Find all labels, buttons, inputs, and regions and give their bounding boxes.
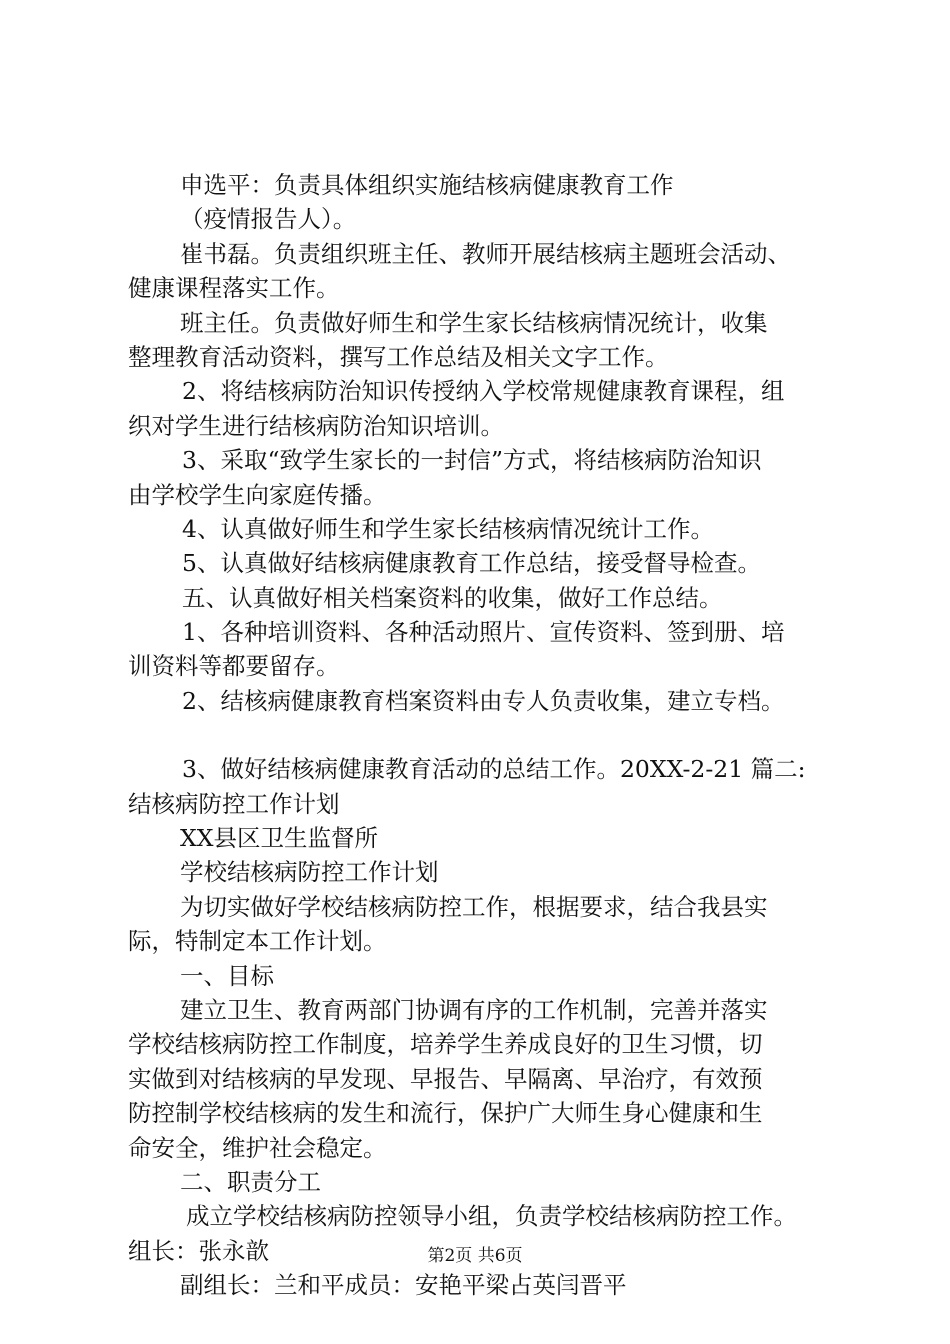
text-line: 为切实做好学校结核病防控工作，根据要求，结合我县实 bbox=[180, 892, 768, 921]
text-line: 健康课程落实工作。 bbox=[128, 274, 340, 303]
paragraph-gap bbox=[128, 718, 840, 752]
text-line: 2、将结核病防治知识传授纳入学校常规健康教育课程，组 bbox=[182, 377, 785, 406]
text-line: 组长：张永歆 bbox=[128, 1236, 269, 1265]
text-line: 由学校学生向家庭传播。 bbox=[128, 480, 387, 509]
page-number-footer: 第2页 共6页 bbox=[427, 1246, 523, 1266]
text-line: 织对学生进行结核病防治知识培训。 bbox=[128, 411, 504, 440]
text-line: 成立学校结核病防控领导小组，负责学校结核病防控工作。 bbox=[186, 1202, 797, 1231]
text-line: 5、认真做好结核病健康教育工作总结，接受督导检查。 bbox=[182, 549, 761, 578]
text-line: 4、认真做好师生和学生家长结核病情况统计工作。 bbox=[182, 514, 714, 543]
text-line: 学校结核病防控工作计划 bbox=[180, 858, 439, 887]
text-line: 二、职责分工 bbox=[180, 1167, 321, 1196]
text-line: 五、认真做好相关档案资料的收集，做好工作总结。 bbox=[182, 583, 723, 612]
text-line: 实做到对结核病的早发现、早报告、早隔离、早治疗，有效预 bbox=[128, 1064, 763, 1093]
document-body bbox=[128, 168, 840, 1303]
text-line: （疫情报告人）。 bbox=[180, 205, 357, 234]
text-line: 崔书磊。负责组织班主任、教师开展结核病主题班会活动、 bbox=[180, 239, 791, 268]
text-line: 副组长：兰和平成员：安艳平梁占英闫晋平 bbox=[180, 1271, 627, 1300]
text-line: 3、做好结核病健康教育活动的总结工作。20XX-2-21 篇二: bbox=[182, 755, 806, 784]
text-line: 班主任。负责做好师生和学生家长结核病情况统计，收集 bbox=[180, 308, 768, 337]
text-line: 建立卫生、教育两部门协调有序的工作机制，完善并落实 bbox=[180, 995, 768, 1024]
text-line: 一、目标 bbox=[180, 961, 274, 990]
text-line: XX县区卫生监督所 bbox=[180, 824, 378, 853]
text-line: 命安全，维护社会稳定。 bbox=[128, 1133, 387, 1162]
text-line: 申选平：负责具体组织实施结核病健康教育工作 bbox=[180, 171, 674, 199]
text-line: 结核病防控工作计划 bbox=[128, 789, 340, 818]
text-line: 整理教育活动资料，撰写工作总结及相关文字工作。 bbox=[128, 342, 669, 371]
text-line: 1、各种培训资料、各种活动照片、宣传资料、签到册、培 bbox=[182, 618, 785, 647]
text-line: 际，特制定本工作计划。 bbox=[128, 927, 387, 956]
text-line: 训资料等都要留存。 bbox=[128, 652, 340, 681]
text-line: 2、结核病健康教育档案资料由专人负责收集，建立专档。 bbox=[182, 686, 785, 715]
text-line: 学校结核病防控工作制度，培养学生养成良好的卫生习惯，切 bbox=[128, 1030, 763, 1059]
text-line: 防控制学校结核病的发生和流行，保护广大师生身心健康和生 bbox=[128, 1099, 763, 1128]
text-line: 3、采取“致学生家长的一封信”方式，将结核病防治知识 bbox=[182, 446, 762, 475]
